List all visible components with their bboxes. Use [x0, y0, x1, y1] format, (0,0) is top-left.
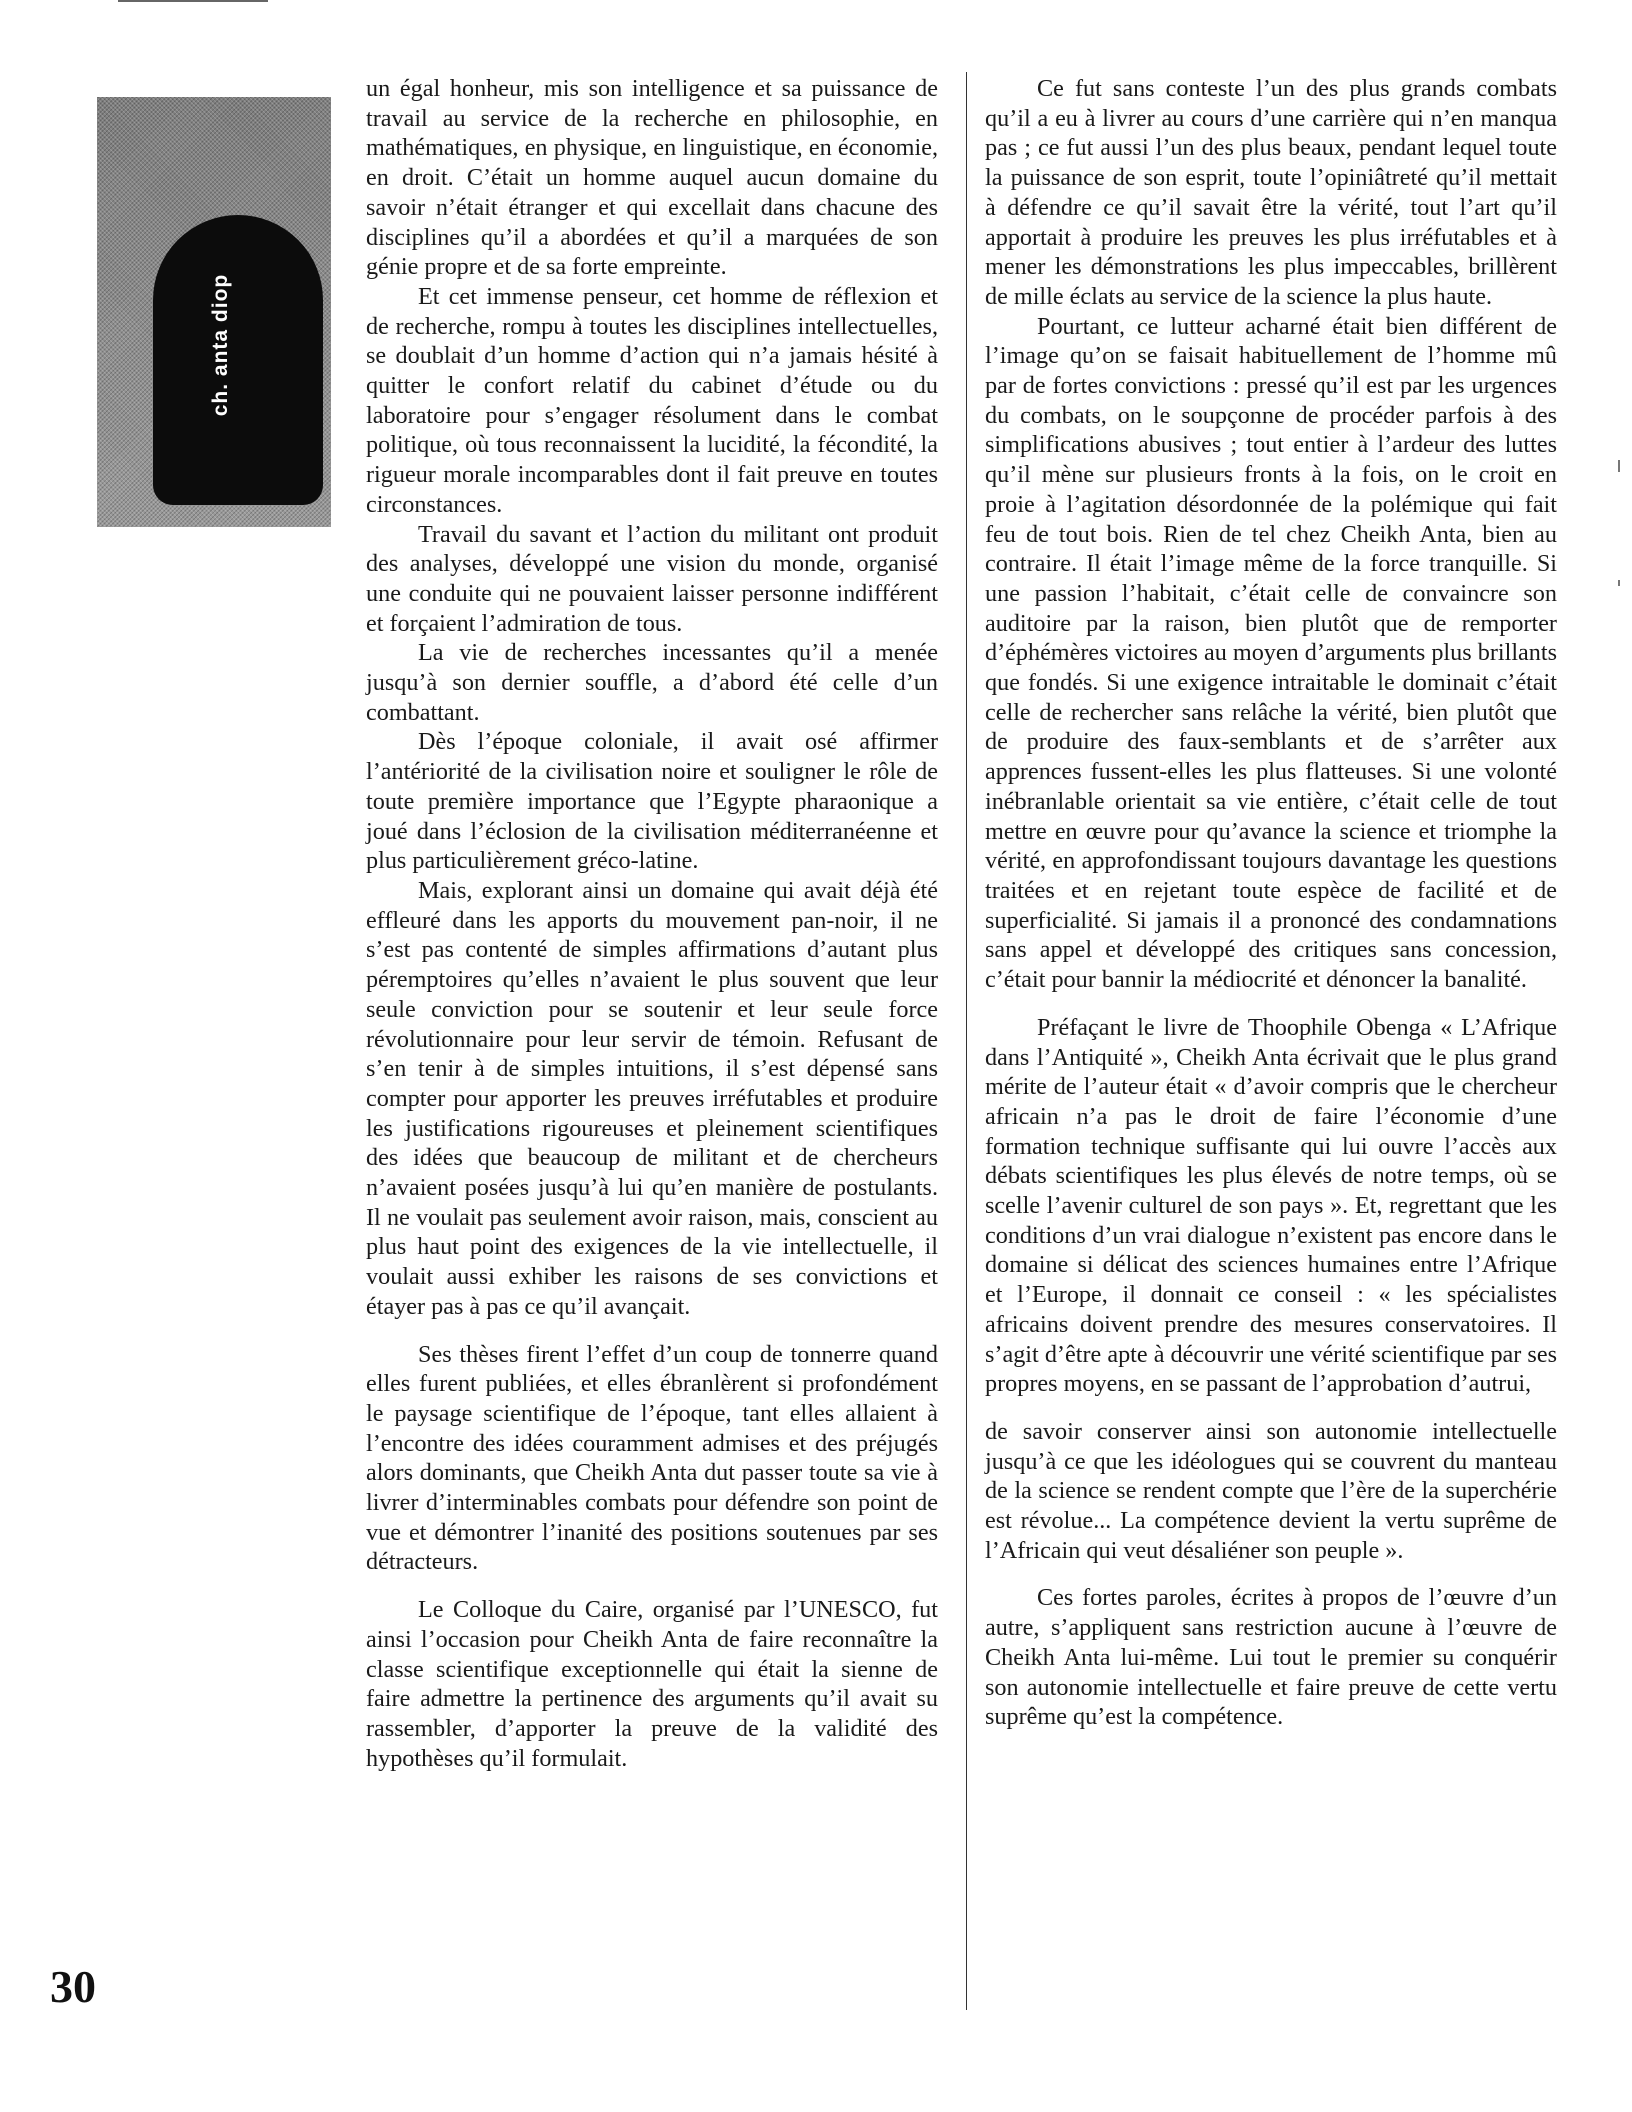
paragraph: Ces fortes paroles, écrites à propos de l’œuvre d’un autre, s’appliquent sans restriction aucune à l’œuvre de Cheikh Anta lui-même. Lui tout le premier su conquérir son autonomie intellectuelle et faire preuve de cette vertu suprême qu’est la compétence.: [985, 1584, 1557, 1731]
paragraph: de savoir conserver ainsi son autonomie intellectuelle jusqu’à ce que les idéologues qui se couvrent du manteau de la science se rendent compte que l’ère de la superchérie est révolue... La compétence devient la vertu suprême de l’Africain qui veut désaliéner son peuple ».: [985, 1417, 1557, 1564]
paragraph: Ses thèses firent l’effet d’un coup de tonnerre quand elles furent publiées, et elles ébranlèrent si profondément le paysage scientifique de l’époque, tant elles allaient à l’encontre des idées couramment admises et des préjugés alors dominants, que Cheikh Anta dut passer toute sa vie à livrer d’interminables combats pour défendre son point de vue et démontrer l’inanité des positions soutenues par ses détracteurs.: [366, 1340, 938, 1576]
section-banner: [97, 97, 331, 527]
top-rule: [118, 0, 268, 2]
article-column-left: [366, 74, 938, 1773]
article-column-right: [985, 74, 1557, 1732]
paragraph: Le Colloque du Caire, organisé par l’UNESCO, fut ainsi l’occasion pour Cheikh Anta de faire reconnaître la classe scientifique exceptionnelle qui était la sienne de faire admettre la pertinence des arguments qu’il avait su rassembler, d’apporter la preuve de la validité des hypothèses qu’il formulait.: [366, 1596, 938, 1772]
paragraph: Travail du savant et l’action du militant ont produit des analyses, développé une vision du monde, organisé une conduite qui ne pouvaient laisser personne indifférent et forçaient l’admiration de tous.: [366, 520, 938, 637]
paragraph: La vie de recherches incessantes qu’il a menée jusqu’à son dernier souffle, a d’abord été celle d’un combattant.: [366, 639, 938, 726]
paragraph: Préfaçant le livre de Thoophile Obenga « L’Afrique dans l’Antiquité », Cheikh Anta écrivait que le plus grand mérite de l’auteur était « d’avoir compris que le chercheur africain n’a pas le droit de faire l’économie d’une formation technique suffisante qui lui ouvre l’accès aux débats scientifiques les plus élevés de notre temps, où se scelle l’avenir culturel de son pays ». Et, regrettant que les conditions d’un vrai dialogue n’existent pas encore dans le domaine si délicat des sciences humaines entre l’Afrique et l’Europe, il donnait ce conseil : « les spécialistes africains doivent prendre des mesures conservatoires. Il s’agit d’être apte à découvrir une vérité scientifique par ses propres moyens, en se passant de l’approbation d’autrui,: [985, 1013, 1557, 1398]
paragraph: un égal honheur, mis son intelligence et sa puissance de travail au service de la recherche en philosophie, en mathématiques, en physique, en linguistique, en économie, en droit. C’était un homme auquel aucun domaine du savoir n’était étranger et qui excellait dans chacune des disciplines qu’il a abordées et qu’il a marquées de son génie propre et de sa forte empreinte.: [366, 75, 938, 281]
paragraph: Pourtant, ce lutteur acharné était bien différent de l’image qu’on se faisait habituellement de l’homme mû par de fortes convictions : pressé qu’il est par les urgences du combats, on le soupçonne de procéder parfois à des simplifications abusives ; tout entier à l’ardeur des luttes qu’il mène sur plusieurs fronts à la fois, on le croit en proie à l’agitation désordonnée de la polémique qui fait feu de tout bois. Rien de tel chez Cheikh Anta, bien au contraire. Il était l’image même de la force tranquille. Si une passion l’habitait, c’était celle de convaincre son auditoire par la raison, bien plutôt que de remporter d’éphémères victoires au moyen d’arguments plus brillants que fondés. Si une exigence intraitable le dominait c’était celle de rechercher sans relâche la vérité, bien plutôt que de produire des faux-semblants et de s’arrêter aux apprences fussent-elles les plus flatteuses. Si une volonté inébranlable orientait sa vie entière, c’était celle de tout mettre en œuvre pour qu’avance la science et triomphe la vérité, en approfondissant toujours davantage les questions traitées et en rejetant toute espèce de facilité et de superficialité. Si jamais il a prononcé des condamnations sans appel et développé des critiques sans concession, c’était pour bannir la médiocrité et dénoncer la banalité.: [985, 312, 1557, 994]
paragraph: Et cet immense penseur, cet homme de réflexion et de recherche, rompu à toutes les disciplines intellectuelles, se doublait d’un homme d’action qui n’a jamais hésité à quitter le confort relatif du cabinet d’étude ou du laboratoire pour s’engager résolument dans le combat politique, où tous reconnaissent la lucidité, la fécondité, la rigueur morale incomparables dont il fait preuve en toutes circonstances.: [366, 282, 938, 518]
banner-title: ch. anta diop: [209, 273, 232, 417]
scan-edge-mark: [1618, 580, 1620, 586]
paragraph: Mais, explorant ainsi un domaine qui avait déjà été effleuré dans les apports du mouvement pan-noir, il ne s’est pas contenté de simples affirmations d’autant plus péremptoires qu’elles n’avaient le plus souvent que leur seule conviction pour se soutenir et leur seule force révolutionnaire pour leur servir de témoin. Refusant de s’en tenir à de simples intuitions, il s’est dépensé sans compter pour apporter les preuves irréfutables et produire les justifications rigoureuses et pleinement scientifiques des idées que beaucoup de militant et de chercheurs n’avaient posées jusqu’à lui qu’en manière de postulants. Il ne voulait pas seulement avoir raison, mais, conscient au plus haut point des exigences de la vie intellectuelle, il voulait aussi exhiber les raisons de ses convictions et étayer pas à pas ce qu’il avançait.: [366, 876, 938, 1320]
page-number: 30: [50, 1961, 96, 2012]
paragraph: Ce fut sans conteste l’un des plus grands combats qu’il a eu à livrer au cours d’une carrière qui n’en manqua pas ; ce fut aussi l’un des plus beaux, pendant lequel toute la puissance de son esprit, toute l’opiniâtreté qu’il mettait à défendre ce qu’il savait être la vérité, tout l’art qu’il apportait à produire les preuves les plus irréfutables et à mener les démonstrations les plus impeccables, brillèrent de mille éclats au service de la science la plus haute.: [985, 75, 1557, 310]
paragraph: Dès l’époque coloniale, il avait osé affirmer l’antériorité de la civilisation noire et souligner le rôle de toute première importance que l’Egypte pharaonique a joué dans l’éclosion de la civilisation méditerranéenne et plus particulièrement gréco-latine.: [366, 728, 938, 875]
scan-edge-mark: [1618, 460, 1620, 472]
column-divider: [966, 72, 967, 2010]
